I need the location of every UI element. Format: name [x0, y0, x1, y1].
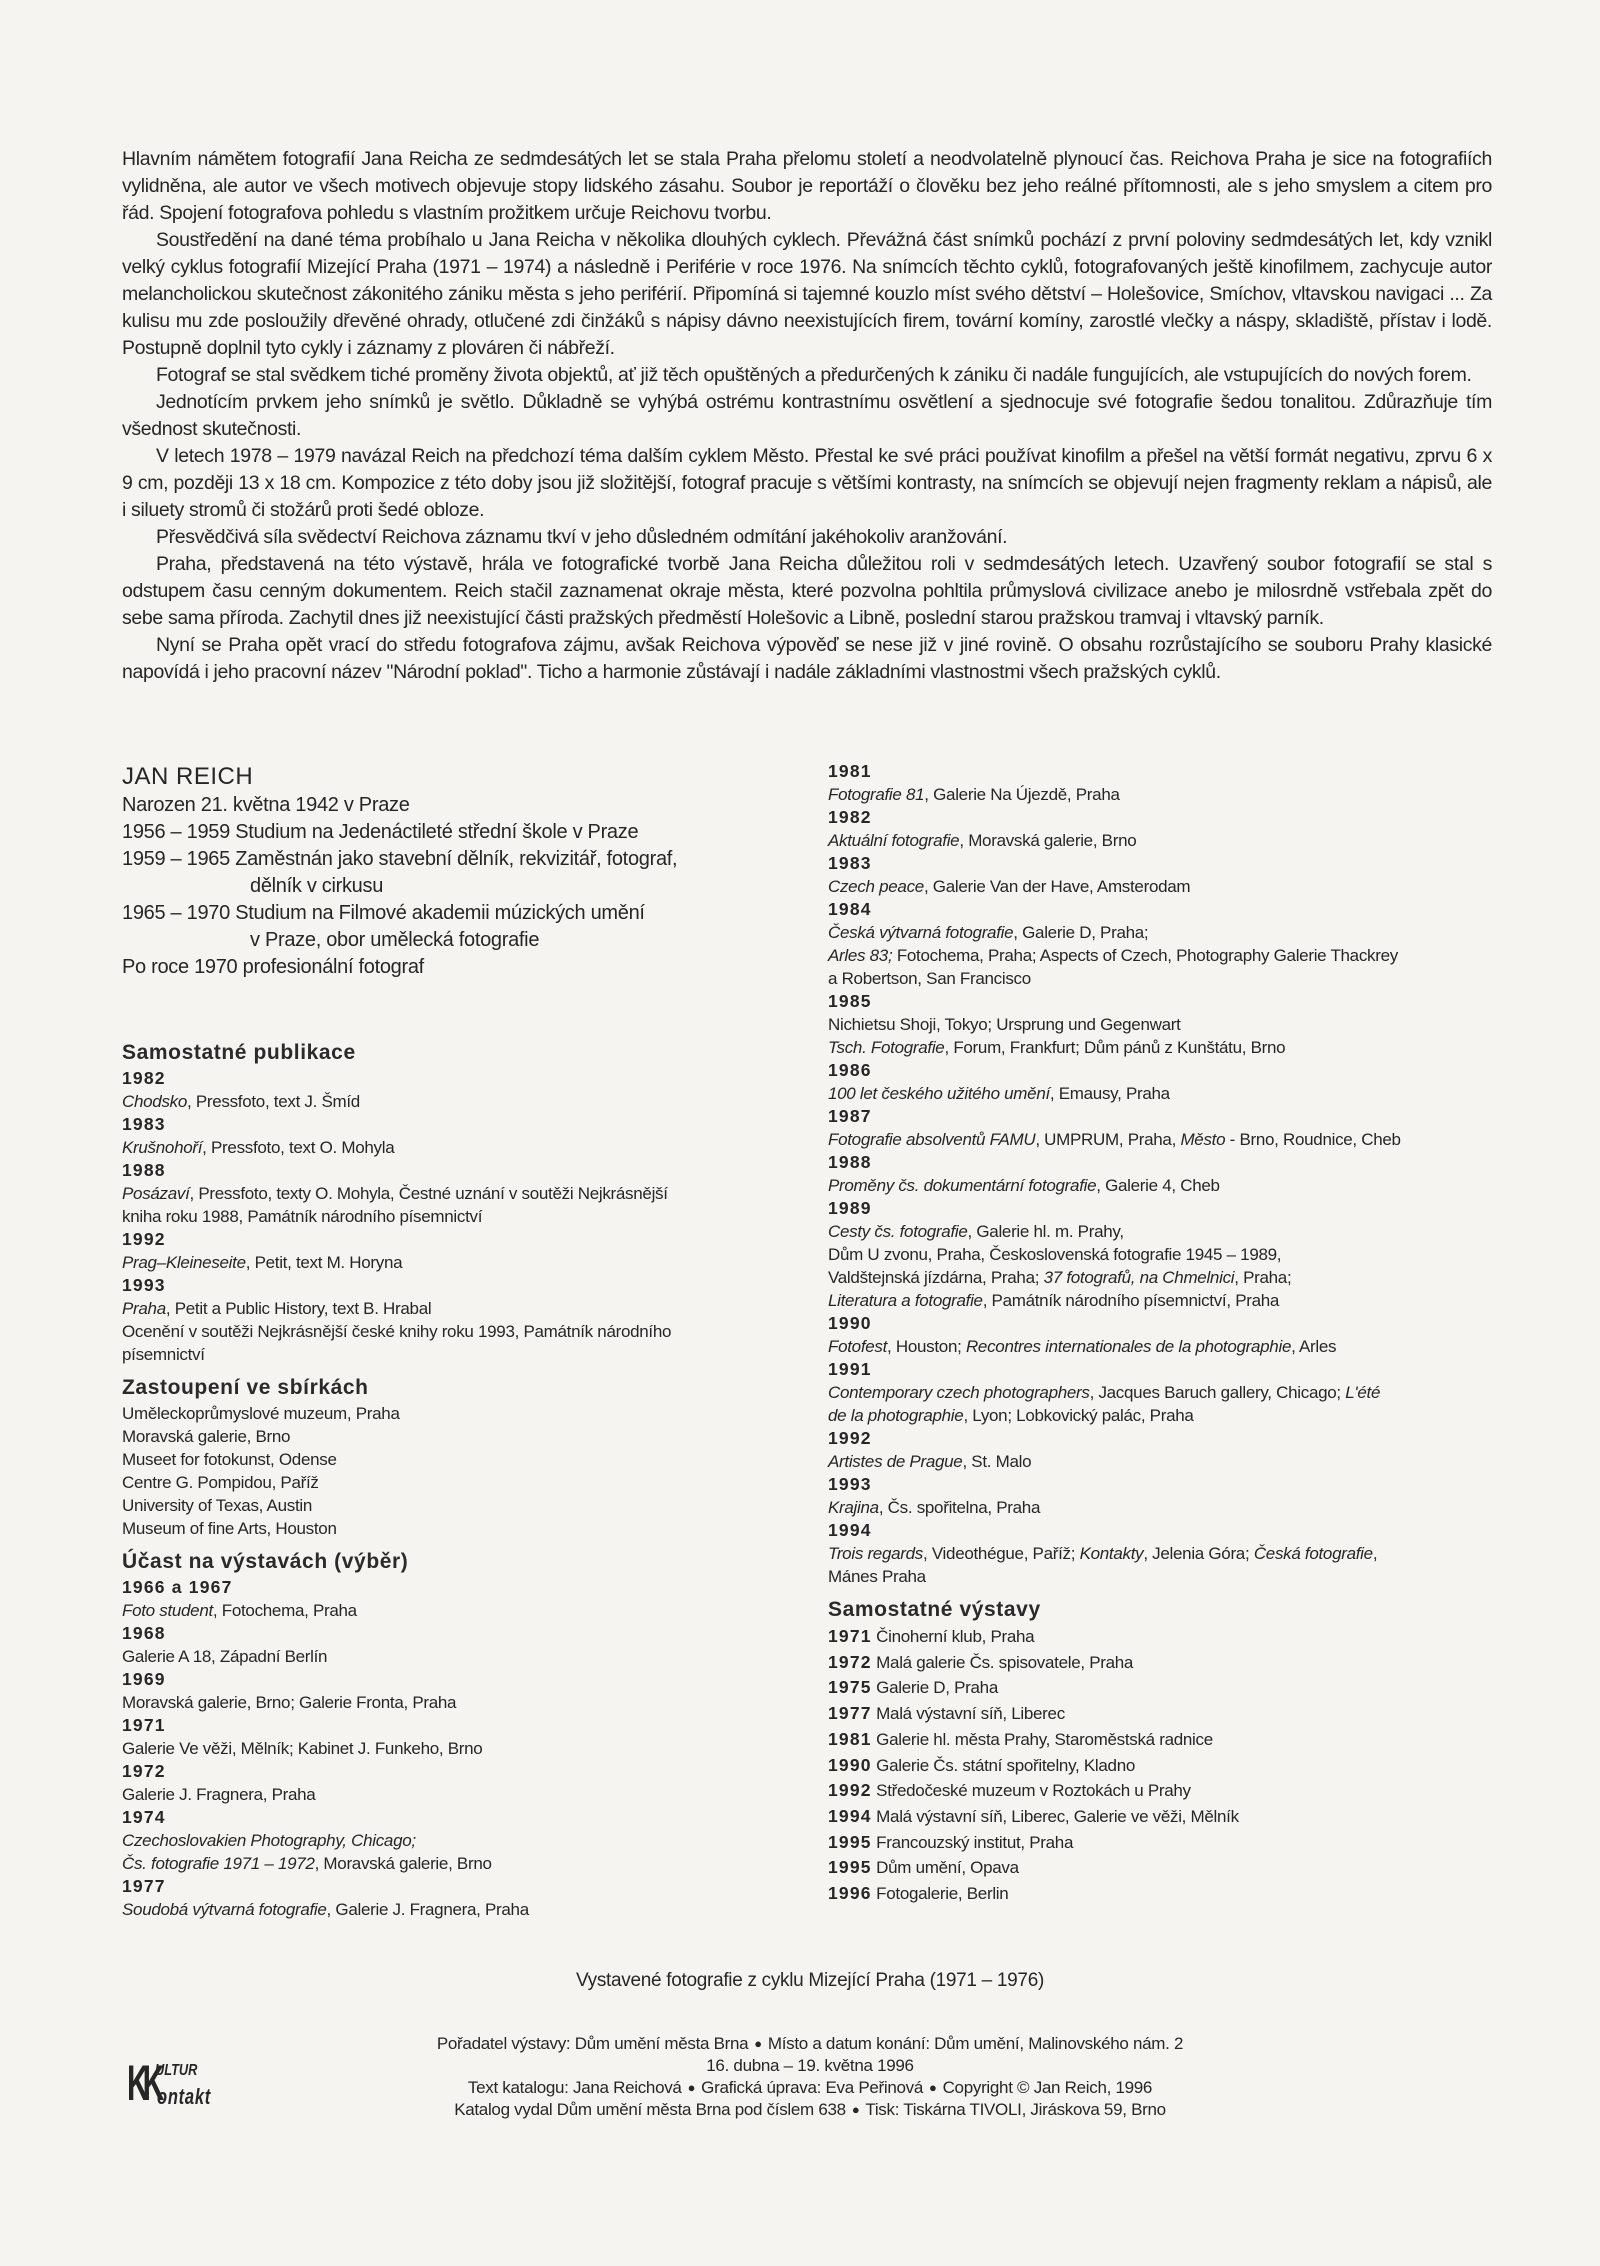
bio-text: Zaměstnán jako stavební dělník, rekvizitář, fotograf,: [235, 848, 678, 870]
bio-text: Studium na Filmové akademii múzických umění: [235, 902, 645, 924]
entry-text: , Petit, text M. Horyna: [245, 1253, 403, 1272]
bio-line: [122, 792, 802, 819]
entry-text: Česká výtvarná fotografie: [828, 923, 1014, 942]
entry-text: Literatura a fotografie: [828, 1291, 983, 1310]
bullet-icon: ●: [754, 2036, 762, 2051]
entry-text: , Čs. spořitelna, Praha: [878, 1498, 1041, 1517]
entry-text: písemnictví: [122, 1345, 205, 1364]
entry-line: [828, 1381, 1528, 1404]
entry-text: Galerie Ve věži, Mělník; Kabinet J. Funkeho, Brno: [122, 1739, 483, 1758]
solo-text: Středočeské muzeum v Roztokách u Prahy: [876, 1781, 1191, 1801]
entry-year: 1983: [122, 1114, 166, 1134]
entry-text: Tsch. Fotografie: [828, 1038, 945, 1057]
entry-year: 1985: [828, 991, 872, 1011]
left-column: [122, 762, 802, 1921]
entry-text: Krajina: [828, 1498, 879, 1517]
solo-year: 1977: [828, 1703, 872, 1724]
collection-item: University of Texas, Austin: [122, 1496, 313, 1515]
entry-line: [828, 783, 1528, 806]
bio-years: 1956 – 1959: [122, 821, 230, 843]
solo-exhibitions-heading: Samostatné výstavy: [828, 1598, 1041, 1621]
entry-line: [828, 1565, 1528, 1588]
entry-text: , Galerie hl. m. Prahy,: [967, 1222, 1124, 1241]
right-column: [828, 760, 1528, 1907]
entry-line: [828, 944, 1528, 967]
entry-text: Prag–Kleineseite: [122, 1253, 246, 1272]
exhibitions-list-left: [122, 1576, 802, 1921]
entry-text: Aktuální fotografie: [828, 831, 960, 850]
entry-text: Posázaví: [122, 1184, 190, 1203]
entry-text: Kontakty: [1079, 1544, 1144, 1563]
solo-year: 1996: [828, 1883, 872, 1904]
entry-text: Moravská galerie, Brno; Galerie Fronta, Praha: [122, 1693, 457, 1712]
entry-text: , Videothégue, Paříž;: [922, 1544, 1080, 1563]
entry-text: , Lyon; Lobkovický palác, Praha: [963, 1406, 1194, 1425]
biography: [122, 792, 802, 981]
entry-text: Valdštejnská jízdárna, Praha;: [828, 1268, 1044, 1287]
solo-text: Malá výstavní síň, Liberec: [876, 1704, 1065, 1724]
entry-line: [828, 1289, 1528, 1312]
entry-line: [122, 1297, 802, 1320]
entry-year: 1986: [828, 1060, 872, 1080]
solo-text: Dům umění, Opava: [876, 1858, 1019, 1878]
intro-paragraph: V letech 1978 – 1979 navázal Reich na předchozí téma dalším cyklem Město. Přestal ke své práci používat kinofilm a přešel na větší formát negativu, zprvu 6 x 9 cm, později 13 x 18 cm. Kompozice z této doby jsou již složitější, fotograf pracuje s většími kontrasty, na snímcích se objevují nejen fragmenty reklam a nápisů, ale i siluety stromů či stožárů proti šedé obloze.: [122, 445, 1492, 521]
entry-text: Česká fotografie: [1253, 1544, 1373, 1563]
entry-text: , Galerie J. Fragnera, Praha: [326, 1900, 529, 1919]
entry-text: Město: [1180, 1130, 1226, 1149]
credit-text: Text katalogu: Jana Reichová: [467, 2078, 682, 2097]
entry-line: [828, 1128, 1528, 1151]
logo-kk: KK: [127, 2055, 159, 2111]
entry-year: 1983: [828, 853, 872, 873]
collection-item: Museet for fotokunst, Odense: [122, 1450, 337, 1469]
entry-text: kniha roku 1988, Památník národního písemnictví: [122, 1207, 483, 1226]
entry-text: Artistes de Prague: [828, 1452, 963, 1471]
entry-year: 1993: [828, 1474, 872, 1494]
entry-text: , Jelenia Góra;: [1143, 1544, 1254, 1563]
entry-text: Czech peace: [828, 877, 924, 896]
entry-year: 1984: [828, 899, 872, 919]
logo-ultur: ULTUR: [155, 2062, 198, 2079]
entry-year: 1992: [122, 1229, 166, 1249]
solo-exhibition-item: [828, 1727, 1528, 1753]
entry-text: 37 fotografů, na Chmelnici: [1043, 1268, 1235, 1287]
entry-line: [122, 1898, 802, 1921]
entry-text: Fotografie 81: [828, 785, 925, 804]
entry-text: , Pressfoto, texty O. Mohyla, Čestné uznání v soutěži Nejkrásnější: [189, 1184, 668, 1203]
credit-text: Katalog vydal Dům umění města Brna pod číslem 638: [454, 2100, 846, 2119]
solo-year: 1995: [828, 1831, 872, 1852]
entry-line: [828, 1542, 1528, 1565]
solo-exhibition-item: [828, 1701, 1528, 1727]
bullet-icon: ●: [687, 2080, 696, 2095]
collections-heading: Zastoupení ve sbírkách: [122, 1376, 369, 1399]
solo-year: 1981: [828, 1728, 872, 1749]
entry-text: , Památník národního písemnictví, Praha: [982, 1291, 1280, 1310]
solo-exhibition-item: [828, 1675, 1528, 1701]
entry-year: 1969: [122, 1669, 166, 1689]
entry-text: 100 let českého užitého umění: [828, 1084, 1050, 1103]
entry-year: 1992: [828, 1428, 872, 1448]
entry-line: [122, 1829, 802, 1852]
solo-text: Fotogalerie, Berlin: [876, 1884, 1009, 1904]
entry-line: [828, 921, 1528, 944]
entry-text: Arles 83;: [828, 946, 893, 965]
entry-line: [122, 1090, 802, 1113]
entry-text: Foto student: [122, 1601, 213, 1620]
intro-paragraph: Hlavním námětem fotografií Jana Reicha ze sedmdesátých let se stala Praha přelomu století a neodvolatelně plynoucí čas. Reichova Praha je sice na fotografiích vylidněna, ale autor ve všech motivech objevuje stopy lidského zásahu. Soubor je reportáží o člověku bez jeho reálné přítomnosti, ale s jeho smyslem a citem pro řád. Spojení fotografova pohledu s vlastním prožitkem určuje Reichovu tvorbu.: [122, 148, 1492, 224]
collection-item: Uměleckoprůmyslové muzeum, Praha: [122, 1404, 400, 1423]
entry-text: de la photographie: [828, 1406, 964, 1425]
bio-line: [122, 873, 802, 900]
entry-line: [122, 1737, 802, 1760]
entry-year: 1994: [828, 1520, 872, 1540]
solo-year: 1975: [828, 1677, 872, 1698]
artist-name: JAN REICH: [122, 763, 254, 790]
bio-line: [122, 900, 802, 927]
entry-text: - Brno, Roudnice, Cheb: [1225, 1130, 1401, 1149]
solo-year: 1971: [828, 1626, 872, 1646]
entry-text: , St. Malo: [962, 1452, 1032, 1471]
entry-line: [122, 1320, 802, 1343]
entry-year: 1982: [828, 807, 872, 827]
entry-text: Fotografie absolventů FAMU: [828, 1130, 1036, 1149]
solo-year: 1994: [828, 1805, 872, 1826]
entry-line: [828, 1450, 1528, 1473]
entry-year: 1968: [122, 1623, 166, 1643]
solo-text: Galerie hl. města Prahy, Staroměstská radnice: [876, 1729, 1213, 1749]
solo-exhibitions-list: [828, 1624, 1528, 1907]
solo-exhibition-item: [828, 1624, 1528, 1650]
solo-exhibition-item: [828, 1804, 1528, 1830]
entry-text: Ocenění v soutěži Nejkrásnější české knihy roku 1993, Památník národního: [122, 1322, 672, 1341]
bio-text: dělník v cirkusu: [250, 875, 384, 897]
entry-line: [122, 1852, 802, 1875]
credit-text: Grafická úprava: Eva Peřinová: [701, 2078, 924, 2097]
entry-text: , Petit a Public History, text B. Hrabal: [165, 1299, 432, 1318]
entry-year: 1991: [828, 1359, 872, 1379]
entry-text: Chodsko: [122, 1092, 187, 1111]
entry-text: Fotochema, Praha; Aspects of Czech, Photography Galerie Thackrey: [892, 946, 1398, 965]
entry-year: 1988: [122, 1160, 166, 1180]
solo-exhibition-item: [828, 1650, 1528, 1676]
collection-item: Museum of fine Arts, Houston: [122, 1519, 337, 1538]
entry-text: Trois regards: [828, 1544, 923, 1563]
entry-text: , Arles: [1291, 1337, 1337, 1356]
bullet-icon: ●: [929, 2080, 937, 2095]
intro-paragraph: Praha, představená na této výstavě, hrála ve fotografické tvorbě Jana Reicha důležitou roli v sedmdesátých letech. Uzavřený soubor fotografií se stal s odstupem času cenným dokumentem. Reich stačil zaznamenat okraje města, které pozvolna pohltila průmyslová civilizace anebo je milosrdně vstřebala zpět do sebe sama příroda. Zachytil dnes již neexistující části pražských předměstí Holešovic a Libně, poslední starou pražskou tramvaj i vltavský parník.: [122, 553, 1492, 629]
intro-paragraph: Soustředění na dané téma probíhalo u Jana Reicha v několika dlouhých cyklech. Převážná část snímků pochází z první poloviny sedmdesátých let, kdy vznikl velký cyklus fotografií Mizející Praha (1971 – 1974) a následně i Periférie v roce 1976. Na snímcích těchto cyklů, fotografovaných ještě kinofilmem, zachycuje autor melancholickou skutečnost zákonitého zániku města s jeho periférií. Připomíná si tajemné kouzlo míst svého dětství – Holešovice, Smíchov, vltavskou navigaci ... Za kulisu mu zde posloužily dřevěné ohrady, otlučené zdi činžáků s nápisy dávno neexistujících firem, tovární komíny, zarostlé vlečky a náspy, skladiště, přístav i lodě. Postupně doplnil tyto cykly i záznamy z plováren či nábřeží.: [122, 229, 1492, 359]
entry-text: , Forum, Frankfurt; Dům pánů z Kunštátu, Brno: [944, 1038, 1286, 1057]
entry-year: 1990: [828, 1313, 872, 1333]
intro-paragraph: Jednotícím prvkem jeho snímků je světlo. Důkladně se vyhýbá ostrému kontrastnímu osvětlení a sjednocuje své fotografie šedou tonalitou. Zdůrazňuje tím všednost skutečnosti.: [122, 391, 1492, 440]
entry-line: [122, 1136, 802, 1159]
entry-text: Fotofest: [828, 1337, 888, 1356]
entry-line: [828, 829, 1528, 852]
bio-line: [122, 954, 802, 981]
entry-line: [122, 1599, 802, 1622]
entry-text: , Jacques Baruch gallery, Chicago;: [1089, 1383, 1346, 1402]
entry-line: [122, 1182, 802, 1205]
entry-year: 1981: [828, 761, 872, 781]
solo-text: Malá výstavní síň, Liberec, Galerie ve věži, Mělník: [876, 1806, 1239, 1826]
solo-exhibition-item: [828, 1778, 1528, 1804]
entry-line: [828, 1496, 1528, 1519]
publications-list: [122, 1067, 802, 1366]
entry-text: , Houston;: [887, 1337, 966, 1356]
entry-text: Praha: [122, 1299, 166, 1318]
entry-text: Contemporary czech photographers: [828, 1383, 1090, 1402]
logo-ontakt: ontakt: [157, 2084, 211, 2109]
intro-paragraph: Nyní se Praha opět vrací do středu fotografova zájmu, avšak Reichova výpověď se nese již v jiné rovině. O obsahu rozrůstajícího se souboru Prahy klasické napovídá i jeho pracovní název "Národní poklad". Ticho a harmonie zůstávají i nadále základními vlastnostmi všech pražských cyklů.: [122, 634, 1492, 683]
entry-text: , Pressfoto, text O. Mohyla: [202, 1138, 395, 1157]
entry-text: Mánes Praha: [828, 1567, 926, 1586]
bio-text: Po roce 1970 profesionální fotograf: [122, 956, 424, 978]
credit-text: Tisk: Tiskárna TIVOLI, Jiráskova 59, Brno: [865, 2100, 1166, 2119]
bio-text: Studium na Jedenáctileté střední škole v Praze: [235, 821, 639, 843]
entry-line: [122, 1205, 802, 1228]
credit-text: Copyright © Jan Reich, 1996: [942, 2078, 1153, 2097]
entry-text: , Galerie Na Újezdě, Praha: [924, 785, 1120, 804]
entry-line: [122, 1783, 802, 1806]
bio-text: v Praze, obor umělecká fotografie: [250, 929, 540, 951]
solo-text: Činoherní klub, Praha: [876, 1627, 1035, 1646]
collections-list: [122, 1402, 802, 1540]
entry-text: Krušnohoří: [122, 1138, 203, 1157]
solo-year: 1972: [828, 1651, 872, 1672]
bio-text: Narozen 21. května 1942 v Praze: [122, 794, 410, 816]
exhibitions-list-right: [828, 760, 1528, 1588]
entry-text: , Praha;: [1234, 1268, 1292, 1287]
entry-year: 1977: [122, 1876, 166, 1896]
entry-line: [828, 1174, 1528, 1197]
entry-line: [828, 875, 1528, 898]
bio-line: [122, 927, 802, 954]
exhibition-caption: Vystavené fotografie z cyklu Mizející Praha (1971 – 1976): [575, 1970, 1044, 1991]
entry-text: Dům U zvonu, Praha, Československá fotografie 1945 – 1989,: [828, 1245, 1282, 1264]
entry-line: [828, 1082, 1528, 1105]
entry-text: Nichietsu Shoji, Tokyo; Ursprung und Gegenwart: [828, 1015, 1181, 1034]
entry-text: , Pressfoto, text J. Šmíd: [187, 1092, 360, 1111]
intro-text: [122, 146, 1492, 686]
solo-text: Francouzský institut, Praha: [876, 1832, 1074, 1852]
entry-text: Čs. fotografie 1971 – 1972: [122, 1854, 315, 1873]
entry-year: 1988: [828, 1152, 872, 1172]
intro-paragraph: Fotograf se stal svědkem tiché proměny života objektů, ať již těch opuštěných a předurčených k zániku či nadále fungujících, ale vstupujících do nových forem.: [156, 364, 1472, 386]
entry-year: 1987: [828, 1106, 872, 1126]
entry-line: [828, 1266, 1528, 1289]
entry-text: L'été: [1345, 1383, 1381, 1402]
entry-line: [828, 1220, 1528, 1243]
credit-text: 16. dubna – 19. května 1996: [706, 2056, 914, 2075]
entry-text: , Galerie Van der Have, Amsterodam: [923, 877, 1191, 896]
entry-text: , Galerie 4, Cheb: [1096, 1176, 1220, 1195]
entry-text: a Robertson, San Francisco: [828, 969, 1031, 988]
solo-year: 1990: [828, 1754, 872, 1775]
entry-text: Galerie J. Fragnera, Praha: [122, 1785, 316, 1804]
entry-text: Proměny čs. dokumentární fotografie: [828, 1176, 1097, 1195]
entry-year: 1993: [122, 1275, 166, 1295]
entry-text: Galerie A 18, Západní Berlín: [122, 1647, 328, 1666]
solo-text: Galerie Čs. státní spořitelny, Kladno: [876, 1755, 1135, 1775]
entry-text: , Emausy, Praha: [1049, 1084, 1170, 1103]
entry-text: Czechoslovakien Photography, Chicago;: [122, 1831, 416, 1850]
entry-text: , UMPRUM, Praha,: [1035, 1130, 1181, 1149]
solo-exhibition-item: [828, 1753, 1528, 1779]
entry-year: 1989: [828, 1198, 872, 1218]
collection-item: Moravská galerie, Brno: [122, 1427, 291, 1446]
entry-text: Recontres internationales de la photographie: [965, 1337, 1292, 1356]
entry-line: [828, 1335, 1528, 1358]
bio-line: [122, 819, 802, 846]
entry-year: 1971: [122, 1715, 166, 1735]
kulturkontakt-logo: [127, 2055, 247, 2116]
solo-year: 1995: [828, 1857, 872, 1878]
bio-years: 1959 – 1965: [122, 848, 230, 870]
entry-line: [828, 967, 1528, 990]
entry-line: [122, 1645, 802, 1668]
entry-text: , Fotochema, Praha: [212, 1601, 357, 1620]
solo-exhibition-item: [828, 1881, 1528, 1907]
entry-year: 1966 a 1967: [122, 1577, 233, 1597]
entry-line: [828, 1036, 1528, 1059]
entry-line: [828, 1404, 1528, 1427]
bullet-icon: ●: [851, 2102, 860, 2117]
entry-line: [122, 1251, 802, 1274]
bio-line: [122, 846, 802, 873]
entry-year: 1974: [122, 1807, 166, 1827]
entry-text: , Moravská galerie, Brno: [959, 831, 1137, 850]
exhibitions-heading: Účast na výstavách (výběr): [122, 1550, 409, 1573]
entry-text: ,: [1372, 1544, 1378, 1563]
bio-years: 1965 – 1970: [122, 902, 230, 924]
entry-text: Soudobá výtvarná fotografie: [122, 1900, 327, 1919]
entry-text: , Galerie D, Praha;: [1013, 923, 1149, 942]
entry-line: [122, 1343, 802, 1366]
intro-paragraph: Přesvědčivá síla svědectví Reichova záznamu tkví v jeho důsledném odmítání jakéhokoliv aranžování.: [156, 526, 1008, 548]
entry-year: 1972: [122, 1761, 166, 1781]
solo-text: Malá galerie Čs. spisovatele, Praha: [876, 1652, 1134, 1672]
solo-exhibition-item: [828, 1855, 1528, 1881]
entry-line: [828, 1243, 1528, 1266]
solo-text: Galerie D, Praha: [876, 1678, 998, 1698]
publications-heading: Samostatné publikace: [122, 1041, 356, 1064]
collection-item: Centre G. Pompidou, Paříž: [122, 1473, 319, 1492]
entry-year: 1982: [122, 1068, 166, 1088]
entry-text: Cesty čs. fotografie: [828, 1222, 968, 1241]
solo-year: 1992: [828, 1780, 872, 1801]
credit-text: Pořadatel výstavy: Dům umění města Brna: [436, 2034, 749, 2053]
credit-text: Místo a datum konání: Dům umění, Malinovského nám. 2: [767, 2034, 1184, 2053]
entry-line: [122, 1691, 802, 1714]
solo-exhibition-item: [828, 1830, 1528, 1856]
entry-line: [828, 1013, 1528, 1036]
entry-text: , Moravská galerie, Brno: [314, 1854, 492, 1873]
credit-line: [0, 2033, 1600, 2055]
